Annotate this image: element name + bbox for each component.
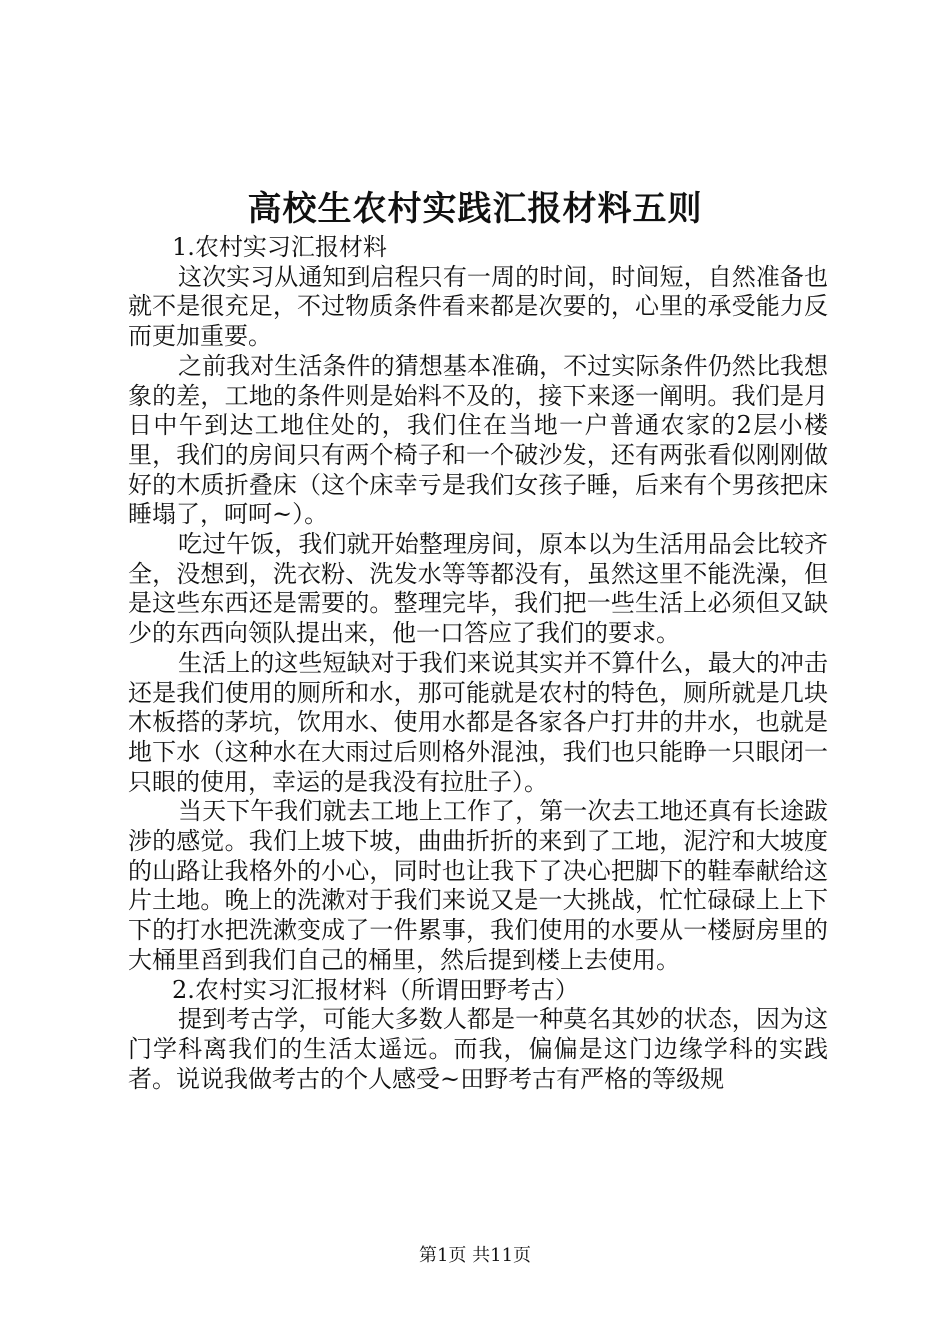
paragraph: 吃过午饭，我们就开始整理房间，原本以为生活用品会比较齐全，没想到，洗衣粉、洗发水等等都没有，虽然这里不能洗澡，但是这些东西还是需要的。整理完毕，我们把一些生活上必须但又缺少的东西向领队提出来，他一口答应了我们的要求。 xyxy=(128,530,828,648)
section-heading-1: 1.农村实习汇报材料 xyxy=(172,233,387,261)
section-heading-2: 2.农村实习汇报材料（所谓田野考古） xyxy=(172,975,579,1004)
paragraph: 这次实习从通知到启程只有一周的时间，时间短，自然准备也就不是很充足，不过物质条件看来都是次要的，心里的承受能力反而更加重要。 xyxy=(128,262,828,351)
document-title: 高校生农村实践汇报材料五则 xyxy=(247,189,703,229)
paragraph: 之前我对生活条件的猜想基本准确，不过实际条件仍然比我想象的差，工地的条件则是始料不及的，接下来逐一阐明。我们是月日中午到达工地住处的，我们住在当地一户普通农家的2层小楼里，我们的房间只有两个椅子和一个破沙发，还有两张看似刚刚做好的木质折叠床（这个床幸亏是我们女孩子睡，后来有个男孩把床睡塌了，呵呵~）。 xyxy=(128,351,828,529)
paragraph: 生活上的这些短缺对于我们来说其实并不算什么，最大的冲击还是我们使用的厕所和水，那可能就是农村的特色，厕所就是几块木板搭的茅坑，饮用水、使用水都是各家各户打井的井水，也就是地下水（这种水在大雨过后则格外混浊，我们也只能睁一只眼闭一只眼的使用，幸运的是我没有拉肚子）。 xyxy=(128,648,828,796)
page-footer: 第1页 共11页 xyxy=(418,1245,532,1266)
document-body xyxy=(128,233,828,1094)
paragraph: 当天下午我们就去工地上工作了，第一次去工地还真有长途跋涉的感觉。我们上坡下坡，曲曲折折的来到了工地，泥泞和大坡度的山路让我格外的小心，同时也让我下了决心把脚下的鞋奉献给这片土地。晚上的洗漱对于我们来说又是一大挑战，忙忙碌碌上上下下的打水把洗漱变成了一件累事，我们使用的水要从一楼厨房里的大桶里舀到我们自己的桶里，然后提到楼上去使用。 xyxy=(128,797,828,974)
paragraph: 提到考古学，可能大多数人都是一种莫名其妙的状态，因为这门学科离我们的生活太遥远。而我，偏偏是这门边缘学科的实践者。说说我做考古的个人感受~田野考古有严格的等级规 xyxy=(128,1005,828,1093)
